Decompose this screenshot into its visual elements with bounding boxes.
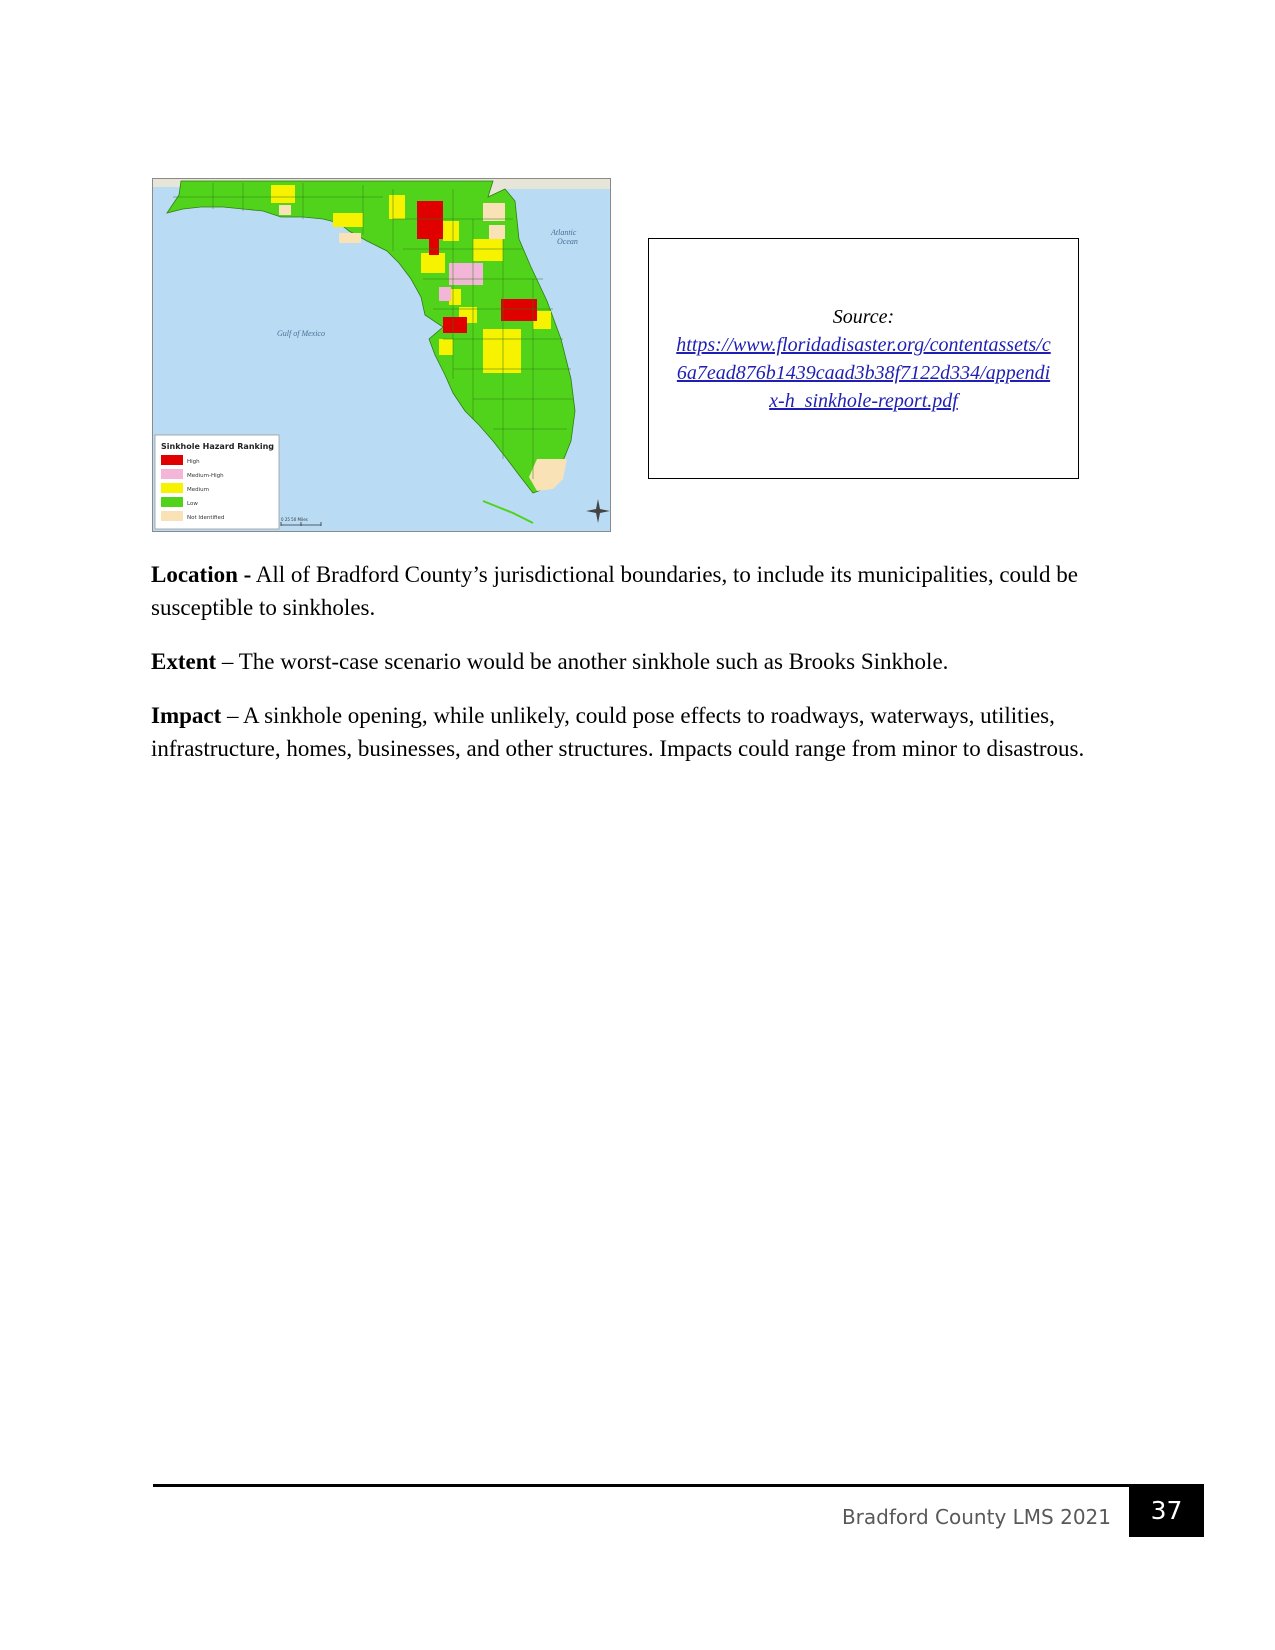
map-legend bbox=[155, 435, 279, 529]
county-medium bbox=[271, 185, 295, 203]
legend-swatch-medium-high bbox=[161, 469, 183, 479]
legend-label-medium: Medium bbox=[187, 487, 209, 493]
county-medium bbox=[389, 195, 405, 219]
legend-label-not-identified: Not Identified bbox=[187, 515, 225, 521]
sinkhole-hazard-map bbox=[152, 178, 611, 532]
source-box bbox=[648, 238, 1079, 479]
footer-title: Bradford County LMS 2021 bbox=[841, 1505, 1111, 1529]
county-not-identified bbox=[339, 233, 361, 243]
county-not-identified bbox=[489, 225, 505, 239]
extent-paragraph bbox=[151, 645, 1131, 678]
county-medium bbox=[443, 221, 459, 241]
legend-swatch-medium bbox=[161, 483, 183, 493]
source-link-line-3: x-h_sinkhole-report.pdf bbox=[769, 389, 958, 412]
county-high bbox=[417, 201, 443, 239]
extent-heading: Extent bbox=[151, 649, 217, 674]
legend-label-medium-high: Medium-High bbox=[187, 473, 224, 479]
page-number: 37 bbox=[1129, 1484, 1204, 1537]
county-medium-high bbox=[439, 287, 451, 301]
gulf-label: Gulf of Mexico bbox=[277, 329, 325, 338]
legend-swatch-not-identified bbox=[161, 511, 183, 521]
location-text: All of Bradford County’s jurisdictional boundaries, to include its municipalities, could be susceptible to sinkholes. bbox=[151, 562, 1078, 620]
extent-text: – The worst-case scenario would be another sinkhole such as Brooks Sinkhole. bbox=[216, 649, 949, 674]
location-heading: Location - bbox=[151, 562, 252, 587]
legend-title: Sinkhole Hazard Ranking bbox=[161, 442, 275, 451]
county-not-identified bbox=[279, 205, 291, 215]
county-medium bbox=[439, 339, 453, 355]
county-high bbox=[501, 299, 537, 321]
florida-map-graphic bbox=[153, 179, 610, 531]
impact-paragraph bbox=[151, 699, 1131, 765]
ocean-label: Atlantic bbox=[551, 228, 577, 237]
county-medium bbox=[483, 329, 521, 373]
legend-swatch-high bbox=[161, 455, 183, 465]
source-link-line-1: https://www.floridadisaster.org/contentassets/c bbox=[676, 333, 1051, 356]
county-medium-high bbox=[449, 263, 483, 285]
county-medium bbox=[473, 239, 503, 261]
legend-swatch-low bbox=[161, 497, 183, 507]
impact-text: – A sinkhole opening, while unlikely, could pose effects to roadways, waterways, utilities, infrastructure, homes, businesses, and other structures. Impacts could range from minor to disastrous. bbox=[151, 703, 1085, 761]
county-high bbox=[443, 317, 467, 333]
location-paragraph bbox=[151, 558, 1131, 624]
source-label: Source: bbox=[832, 305, 895, 328]
county-high bbox=[429, 237, 439, 255]
legend-label-low: Low bbox=[187, 501, 198, 507]
county-medium bbox=[333, 213, 363, 227]
source-link[interactable] bbox=[676, 331, 1050, 415]
scale-label: 0 25 50 Miles bbox=[281, 517, 308, 522]
ocean-label-2: Ocean bbox=[557, 237, 578, 246]
county-medium bbox=[421, 253, 445, 273]
impact-heading: Impact bbox=[151, 703, 222, 728]
footer-rule bbox=[153, 1484, 1200, 1487]
county-not-identified bbox=[483, 203, 505, 221]
source-link-line-2: 6a7ead876b1439caad3b38f7122d334/appendi bbox=[676, 361, 1051, 384]
legend-label-high: High bbox=[187, 459, 200, 465]
